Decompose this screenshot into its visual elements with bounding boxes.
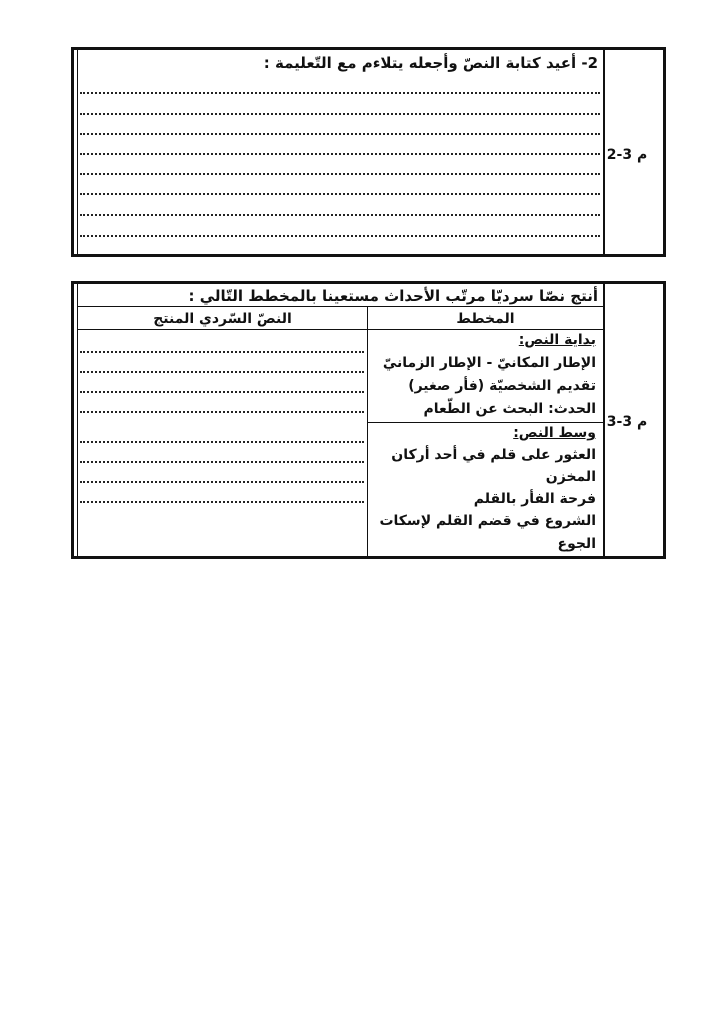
plan-line: فرحة الفأر بالقلم [473, 491, 596, 507]
plan-line: الشروع في قضم القلم لإسكات [379, 513, 596, 529]
task-instruction: 2- أعيد كتابة النصّ وأجعله يتلاءم مع التّعليمة : [263, 54, 598, 72]
plan-line: الإطار المكانيّ - الإطار الزمانيّ [382, 355, 596, 371]
table-column-divider [367, 306, 368, 559]
writing-line[interactable] [80, 411, 364, 413]
middle-title: وسط النص: [513, 425, 596, 441]
plan-line: الحدث: البحث عن الطّعام [423, 401, 596, 417]
writing-line[interactable] [80, 391, 364, 393]
plan-divider [368, 422, 603, 423]
header-divider [77, 329, 603, 330]
writing-line[interactable] [80, 351, 364, 353]
text-column-header: النصّ السّردي المنتج [153, 311, 292, 327]
task-instruction: أنتج نصّا سرديّا مرتّب الأحداث مستعينا بالمخطط التّالي : [188, 287, 598, 305]
instruction-divider [77, 306, 603, 307]
answer-line[interactable] [80, 113, 600, 115]
plan-column-header: المخطط [456, 311, 515, 327]
beginning-title: بداية النص: [518, 332, 596, 348]
answer-line[interactable] [80, 235, 600, 237]
writing-line[interactable] [80, 371, 364, 373]
answer-line[interactable] [80, 193, 600, 195]
plan-line: تقديم الشخصيّة (فأر صغير) [408, 378, 596, 394]
plan-line: المخزن [545, 469, 596, 485]
task-code: م 3-3 [606, 414, 648, 430]
writing-line[interactable] [80, 441, 364, 443]
plan-line: الجوع [557, 536, 596, 552]
task-code: م 3-2 [606, 147, 648, 163]
answer-line[interactable] [80, 92, 600, 94]
answer-line[interactable] [80, 173, 600, 175]
plan-line: العثور على قلم في أحد أركان [391, 447, 596, 463]
writing-line[interactable] [80, 501, 364, 503]
writing-task-box [71, 47, 666, 257]
writing-line[interactable] [80, 481, 364, 483]
answer-line[interactable] [80, 153, 600, 155]
inner-left-border [77, 47, 78, 257]
answer-line[interactable] [80, 133, 600, 135]
writing-line[interactable] [80, 461, 364, 463]
answer-line[interactable] [80, 214, 600, 216]
